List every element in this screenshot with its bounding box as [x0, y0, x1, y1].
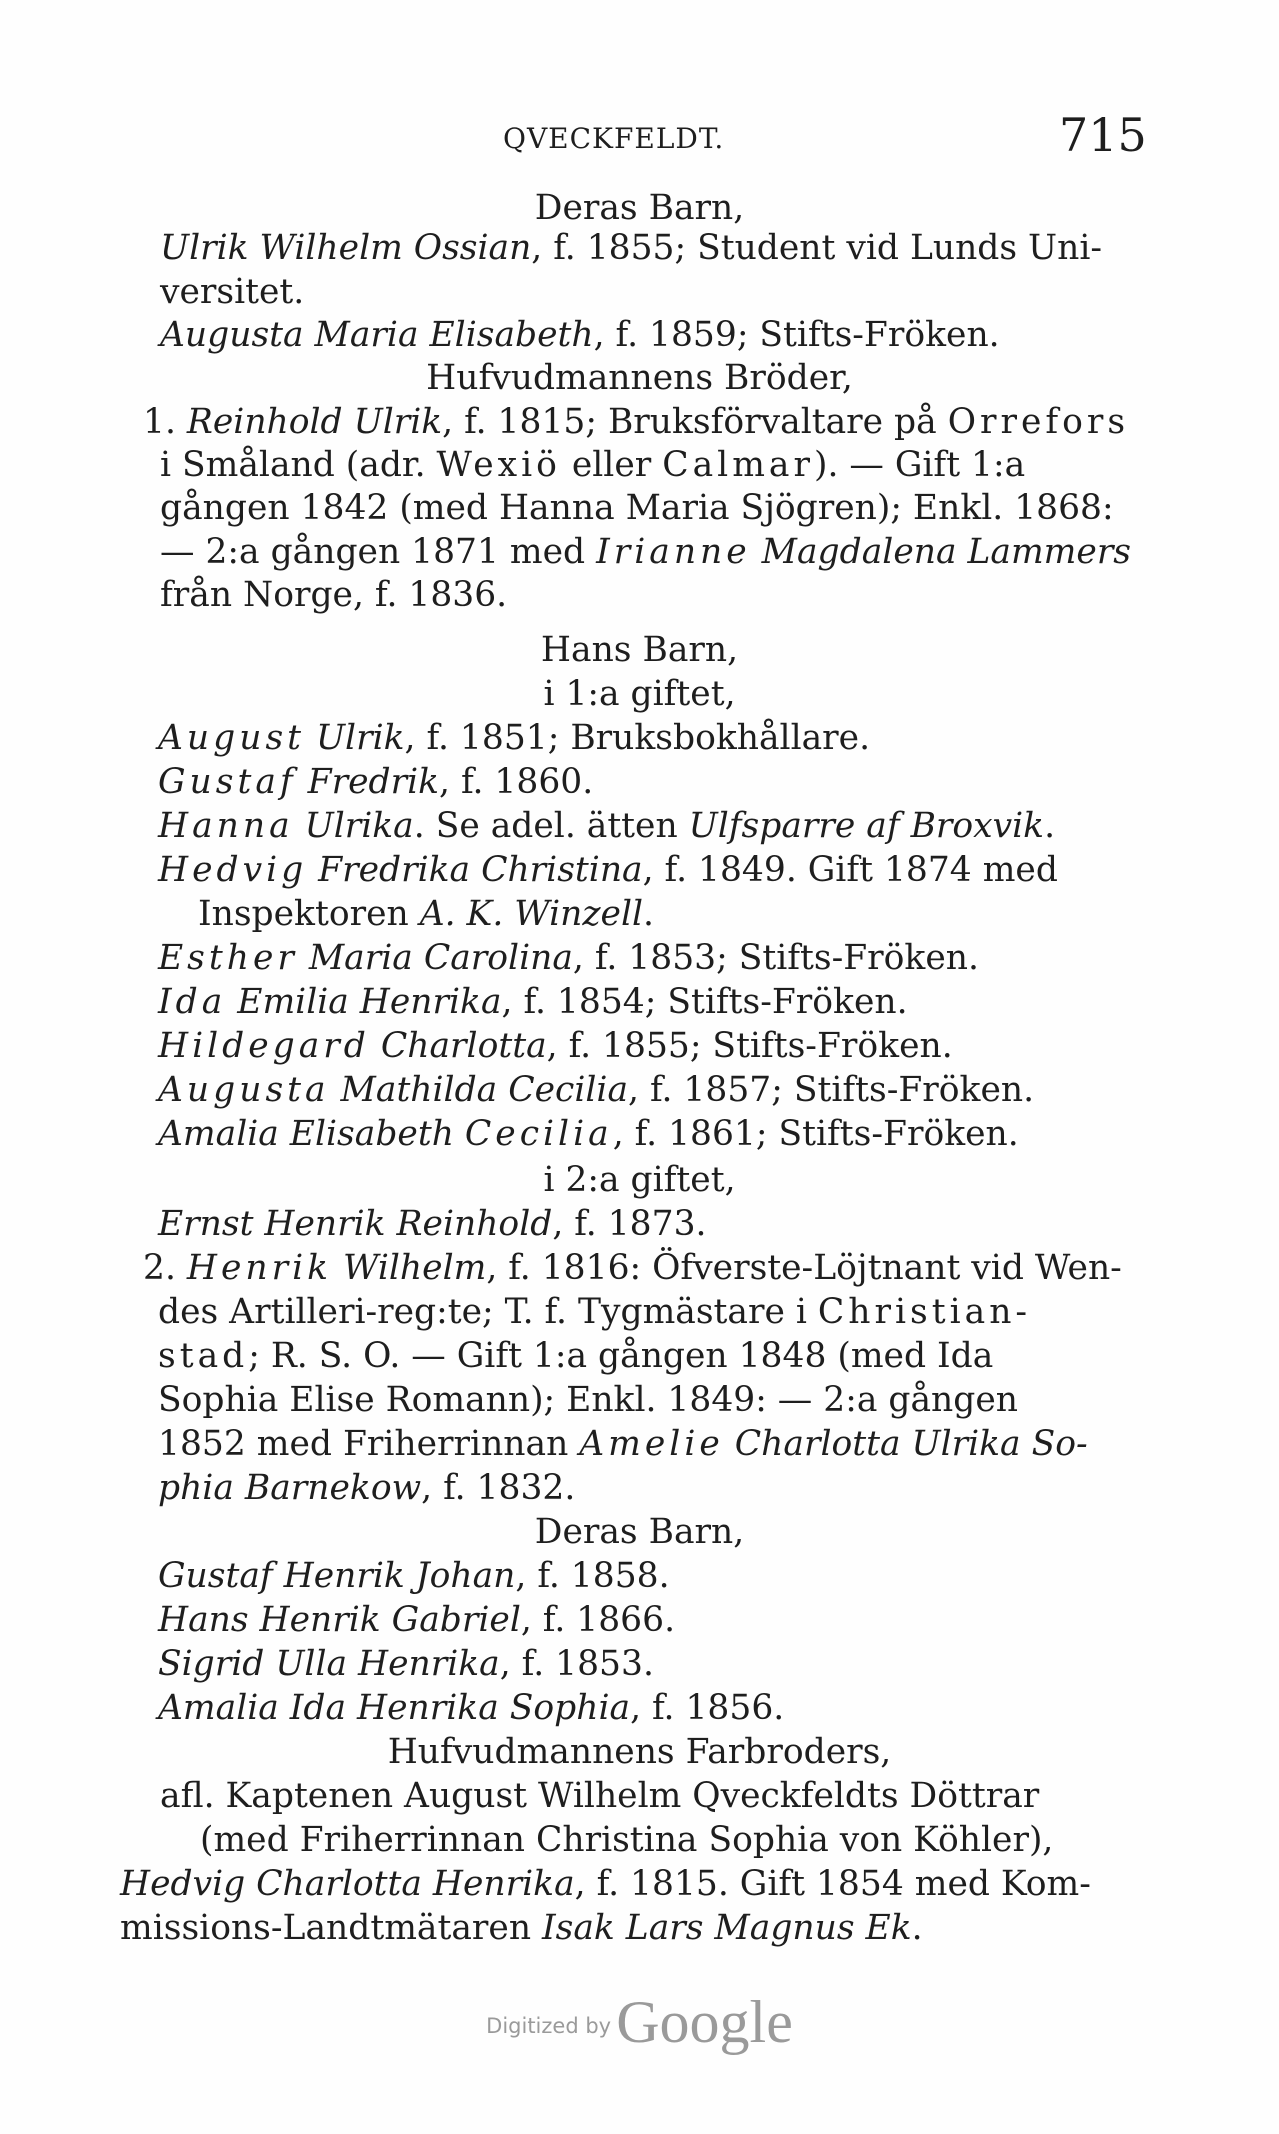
google-logo: Google: [616, 1989, 793, 2055]
text-line: Inspektoren A. K. Winzell.: [198, 894, 654, 934]
text-line: stad; R. S. O. — Gift 1:a gången 1848 (med Ida: [158, 1336, 994, 1376]
text-line: (med Friherrinnan Christina Sophia von Köhler),: [200, 1820, 1054, 1860]
text-line: Sophia Elise Romann); Enkl. 1849: — 2:a gången: [158, 1380, 1018, 1420]
section-heading: Hufvudmannens Farbroders,: [387, 1732, 892, 1772]
text-line: i Småland (adr. Wexiö eller Calmar). — Gift 1:a: [160, 445, 1026, 485]
section-heading: Deras Barn,: [534, 188, 745, 228]
text-line: Hedvig Charlotta Henrika, f. 1815. Gift 1854 med Kom-: [120, 1864, 1091, 1904]
text-line: Hildegard Charlotta, f. 1855; Stifts-Fröken.: [158, 1026, 953, 1066]
text-line: des Artilleri-reg:te; T. f. Tygmästare i Christian-: [158, 1292, 1032, 1332]
section-heading: i 2:a giftet,: [543, 1160, 736, 1200]
section-heading: Hans Barn,: [540, 630, 739, 670]
text-line: Ulrik Wilhelm Ossian, f. 1855; Student vid Lunds Uni-: [160, 228, 1103, 268]
text-line: 2. Henrik Wilhelm, f. 1816: Öfverste-Löjtnant vid Wen-: [143, 1248, 1122, 1288]
digitized-watermark: [0, 1988, 1279, 2057]
text-line: missions-Landtmätaren Isak Lars Magnus Ek.: [120, 1908, 923, 1948]
text-line: gången 1842 (med Hanna Maria Sjögren); Enkl. 1868:: [160, 488, 1114, 528]
page-number: 715: [1059, 108, 1147, 162]
section-heading: i 1:a giftet,: [543, 674, 736, 714]
text-line: afl. Kaptenen August Wilhelm Qveckfeldts Döttrar: [160, 1776, 1040, 1816]
text-line: Hanna Ulrika. Se adel. ätten Ulfsparre af Broxvik.: [158, 806, 1056, 846]
text-line: 1. Reinhold Ulrik, f. 1815; Bruksförvaltare på Orrefors: [143, 402, 1130, 442]
text-line: Augusta Mathilda Cecilia, f. 1857; Stifts-Fröken.: [158, 1070, 1035, 1110]
running-head: QVECKFELDT.: [503, 122, 725, 155]
text-line: Ernst Henrik Reinhold, f. 1873.: [158, 1204, 707, 1244]
section-heading: Hufvudmannens Bröder,: [426, 358, 853, 398]
text-line: Ida Emilia Henrika, f. 1854; Stifts-Fröken.: [158, 982, 908, 1022]
text-line: versitet.: [160, 272, 305, 312]
text-line: Hedvig Fredrika Christina, f. 1849. Gift 1874 med: [158, 850, 1058, 890]
text-line: Hans Henrik Gabriel, f. 1866.: [158, 1600, 676, 1640]
text-line: Augusta Maria Elisabeth, f. 1859; Stifts-Fröken.: [160, 315, 1000, 355]
text-line: Sigrid Ulla Henrika, f. 1853.: [158, 1644, 654, 1684]
text-line: Amalia Ida Henrika Sophia, f. 1856.: [158, 1688, 785, 1728]
text-line: Gustaf Fredrik, f. 1860.: [158, 762, 594, 802]
digitized-label: Digitized by: [486, 2014, 612, 2038]
text-line: 1852 med Friherrinnan Amelie Charlotta Ulrika So-: [158, 1424, 1088, 1464]
text-line: phia Barnekow, f. 1832.: [158, 1468, 576, 1508]
section-heading: Deras Barn,: [534, 1512, 745, 1552]
text-line: Gustaf Henrik Johan, f. 1858.: [158, 1556, 670, 1596]
text-line: från Norge, f. 1836.: [160, 575, 508, 615]
text-line: Esther Maria Carolina, f. 1853; Stifts-Fröken.: [158, 938, 979, 978]
text-line: — 2:a gången 1871 med Irianne Magdalena Lammers: [160, 532, 1132, 572]
text-line: August Ulrik, f. 1851; Bruksbokhållare.: [158, 718, 871, 758]
text-line: Amalia Elisabeth Cecilia, f. 1861; Stifts-Fröken.: [158, 1114, 1019, 1154]
